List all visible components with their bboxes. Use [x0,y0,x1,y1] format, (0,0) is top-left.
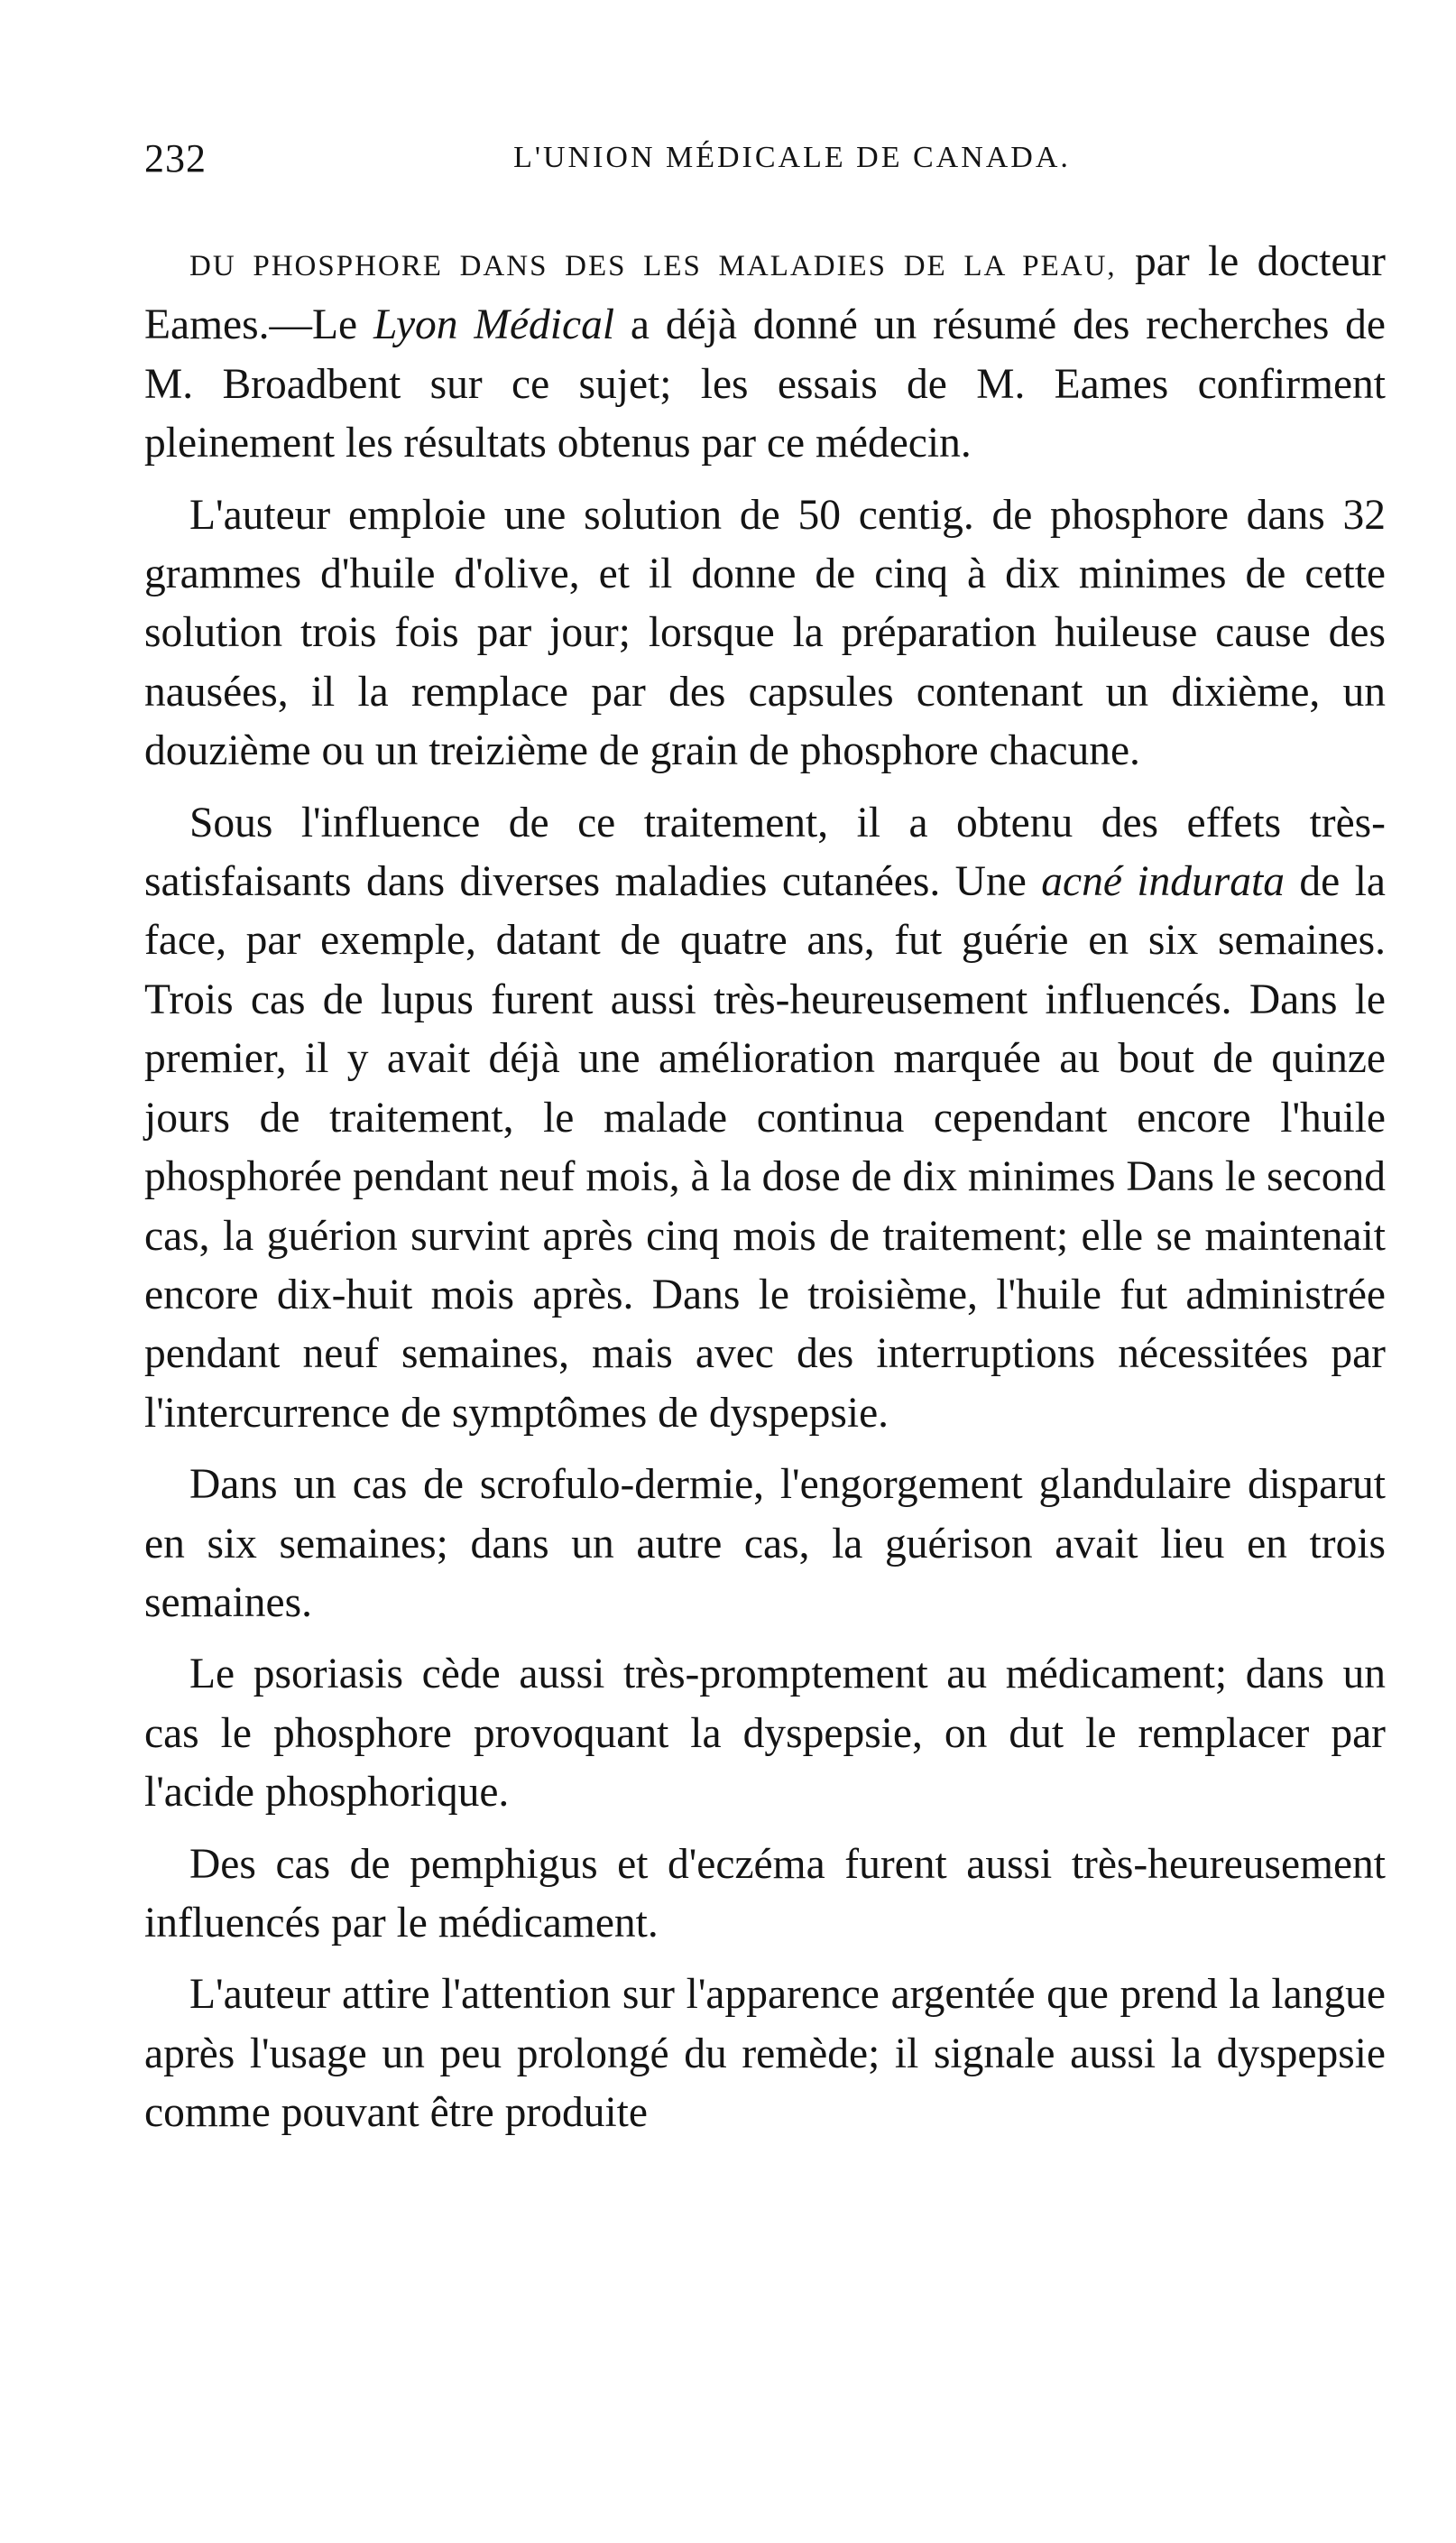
paragraph-1-text-b: a déjà donné un résumé des recherches de M. Broadbent sur ce sujet; les essais de M. Eames confirment pleinement les résultats obtenus par ce médecin. [144,301,1386,467]
paragraph-3-text-a: Sous l'influence de ce traitement, il a obtenu des effets très-satisfaisants dans diverses maladies cutanées. Une [144,799,1386,906]
paragraph-3 [144,794,1386,1443]
paragraph-1 [144,233,1386,474]
paragraph-2: L'auteur emploie une solution de 50 centig. de phosphore dans 32 grammes d'huile d'olive, et il donne de cinq à dix minimes de cette solution trois fois par jour; lorsque la préparation huileuse cause des nausées, il la remplace par des capsules contenant un dixième, un douzième ou un treizième de grain de phosphore chacune. [144,491,1386,775]
article-title: DU PHOSPHORE DANS DES LES MALADIES DE LA PEAU, [189,250,1117,282]
running-title: L'UNION MÉDICALE DE CANADA. [513,141,1071,174]
paragraph-7: L'auteur attire l'attention sur l'apparence argentée que prend la langue après l'usage un peu prolongé du remède; il signale aussi la dyspepsie comme pouvant être produite [144,1971,1386,2137]
page-number: 232 [144,136,207,180]
condition-name: acné indurata [1041,858,1285,906]
journal-name: Lyon Médical [373,301,615,349]
paragraph-3-text-b: de la face, par exemple, datant de quatre ans, fut guérie en six semaines. Trois cas de lupus furent aussi très-heureusement influencés. Dans le premier, il y avait déjà une amélioration marquée au bout de quinze jours de traitement, le malade continua cependant encore l'huile phosphorée pendant neuf mois, à la dose de dix minimes Dans le second cas, la guérion survint après cinq mois de traitement; elle se maintenait encore dix-huit mois après. Dans le troisième, l'huile fut administrée pendant neuf semaines, mais avec des interruptions nécessitées par l'intercurrence de symptômes de dyspepsie. [144,858,1386,1437]
paragraph-1-text-a: par le docteur Eames.—Le [144,238,1386,349]
page-header [144,135,1386,199]
article-body [144,233,1386,2156]
paragraph-5: Le psoriasis cède aussi très-promptement au médicament; dans un cas le phosphore provoquant la dyspepsie, on dut le remplacer par l'acide phosphorique. [144,1651,1386,1817]
paragraph-4: Dans un cas de scrofulo-dermie, l'engorgement glandulaire disparut en six semaines; dans un autre cas, la guérison avait lieu en trois semaines. [144,1461,1386,1626]
paragraph-6: Des cas de pemphigus et d'eczéma furent aussi très-heureusement influencés par le médicament. [144,1840,1386,1947]
